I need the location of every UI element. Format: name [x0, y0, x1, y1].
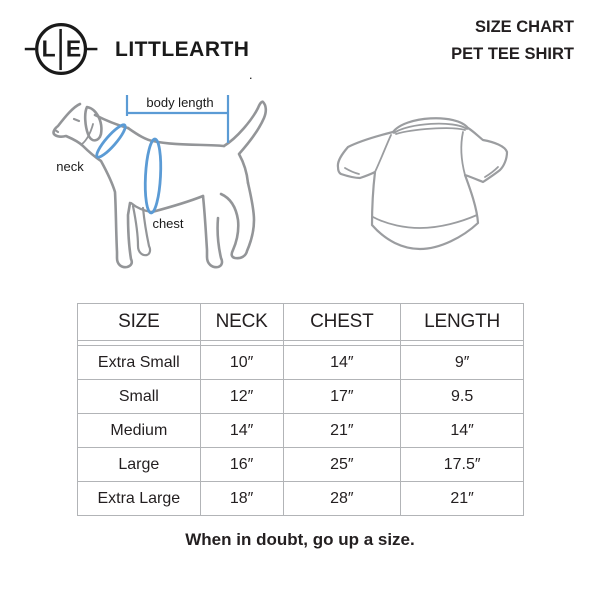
table-row: [78, 482, 524, 516]
cell-neck: 12″: [200, 380, 283, 414]
page-title-line2: PET TEE SHIRT: [451, 45, 574, 63]
cell-neck: 18″: [200, 482, 283, 516]
table-row: [78, 380, 524, 414]
cell-size: Medium: [78, 414, 201, 448]
chest-label: chest: [152, 216, 184, 231]
cell-size: Large: [78, 448, 201, 482]
cell-neck: 16″: [200, 448, 283, 482]
table-row: [78, 448, 524, 482]
col-header-size: SIZE: [78, 304, 201, 341]
size-advice-note: When in doubt, go up a size.: [185, 530, 415, 549]
cell-neck: 14″: [200, 414, 283, 448]
pet-tee-illustration: [328, 104, 523, 269]
cell-chest: 17″: [283, 380, 401, 414]
cell-neck: 10″: [200, 346, 283, 380]
neck-label: neck: [56, 159, 84, 174]
cell-size: Extra Large: [78, 482, 201, 516]
cell-chest: 14″: [283, 346, 401, 380]
col-header-length: LENGTH: [401, 304, 524, 341]
cell-chest: 25″: [283, 448, 401, 482]
body-length-label: body length: [146, 95, 214, 110]
table-row: [78, 346, 524, 380]
page-title: [451, 14, 574, 68]
cell-chest: 28″: [283, 482, 401, 516]
brand-trademark-dot: .: [249, 71, 252, 81]
dog-measurement-diagram: [25, 80, 305, 295]
cell-size: Extra Small: [78, 346, 201, 380]
page-title-line1: SIZE CHART: [475, 18, 574, 36]
size-chart-table: [77, 303, 524, 516]
cell-length: 17.5″: [401, 448, 524, 482]
logo-letter-e: E: [65, 35, 82, 62]
cell-chest: 21″: [283, 414, 401, 448]
table-row: [78, 414, 524, 448]
cell-length: 14″: [401, 414, 524, 448]
col-header-chest: CHEST: [283, 304, 401, 341]
cell-length: 21″: [401, 482, 524, 516]
littlearth-logo-icon: [20, 15, 106, 85]
brand-name: LITTLEARTH: [115, 38, 250, 61]
logo-letter-l: L: [41, 35, 56, 62]
cell-size: Small: [78, 380, 201, 414]
table-header-row: [78, 304, 524, 341]
cell-length: 9.5: [401, 380, 524, 414]
col-header-neck: NECK: [200, 304, 283, 341]
brand-logo: [20, 15, 252, 85]
cell-length: 9″: [401, 346, 524, 380]
